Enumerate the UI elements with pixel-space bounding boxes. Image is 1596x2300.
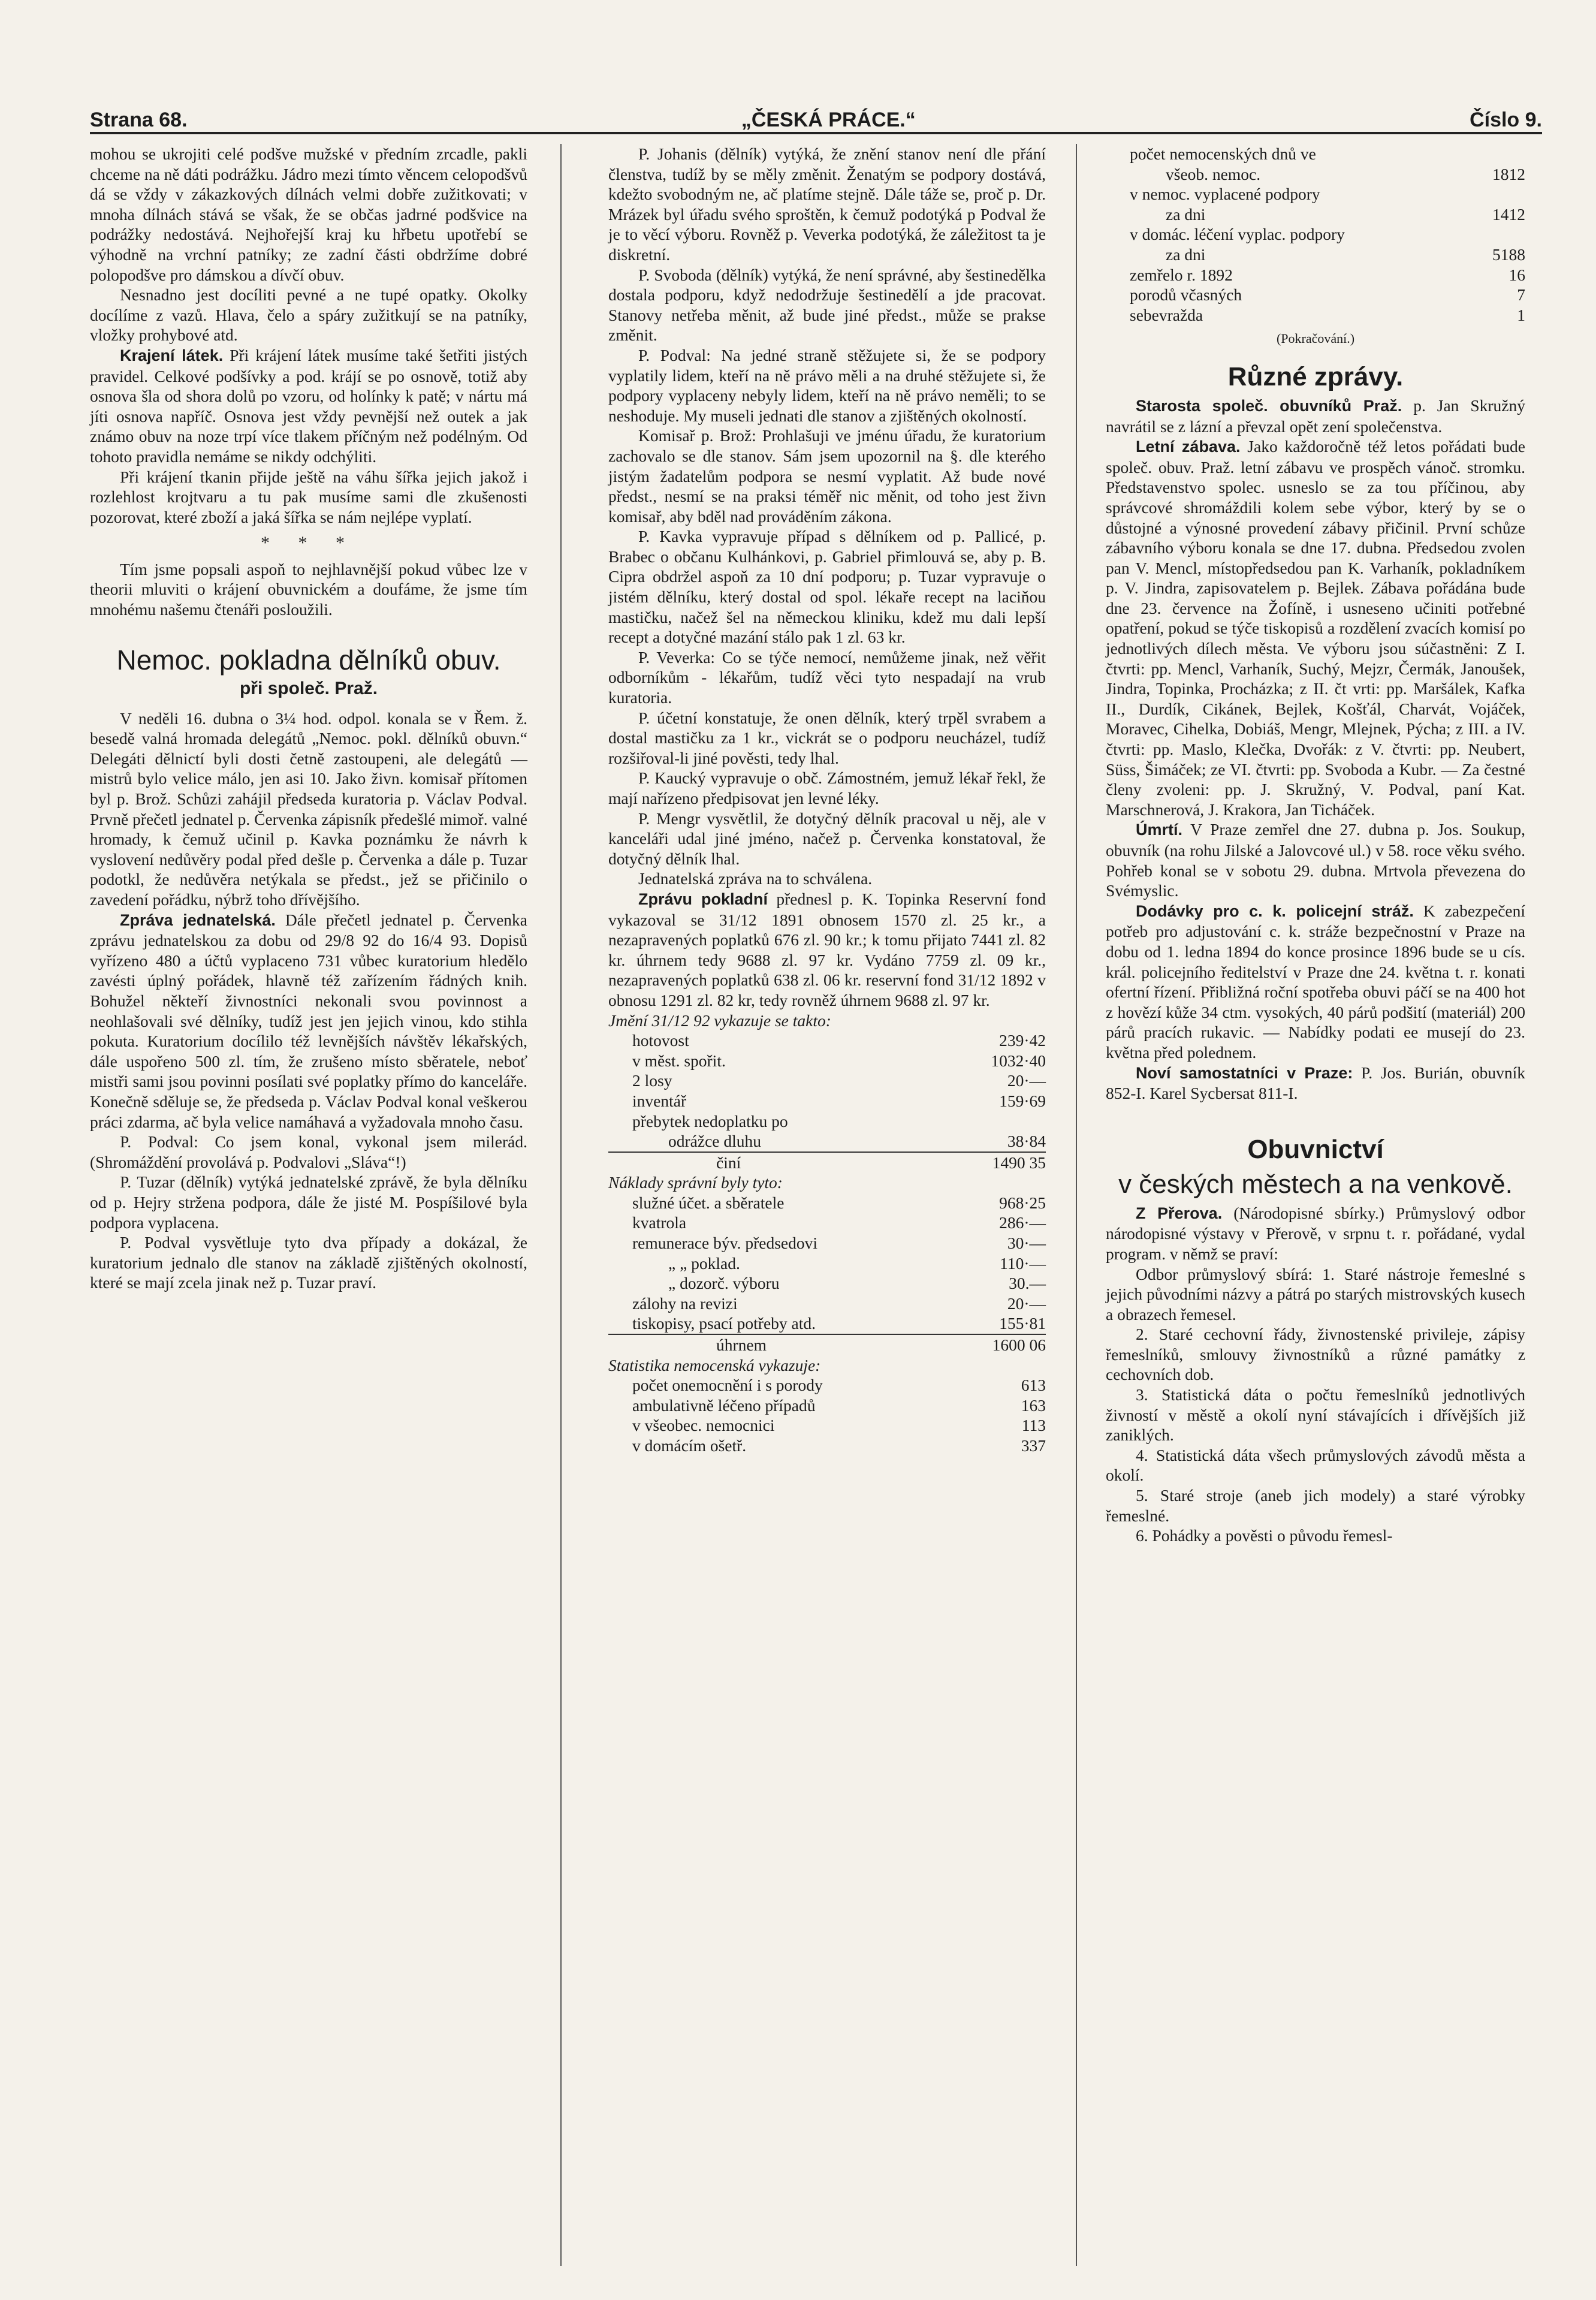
paragraph: P. Kavka vypravuje případ s dělníkem od p. Pallicé, p. Brabec o občanu Kulhánkovi, p. Gabriel přimlouvá se, aby p. B. Cipra obdržel aspoň za 10 dní podporu; p. Tuzar vypravuje o jistém dělníku, který dostal od spol. lékaře recept na laciňou mastičku, načež šel na německou kliniku, kdež mu dali lepší recept a dotyčné mazání stálo pak 1 zl. 63 kr. <box>608 527 1046 647</box>
paragraph: Zpráva jednatelská. Dále přečetl jednatel p. Červenka zprávu jednatelskou za dobu od 29/8 92 do 16/4 93. Dopisů vyřízeno 480 a účtů vyplaceno 731 vůbec kuratorium hledělo zavésti úplný pořádek, hlavně též zařízením řádných knih. Bohužel někteří živnostníci nekonali svou povinnost a neohlašovali své dělníky, tudíž jest jen jejich vinou, kdo stihla pokuta. Kuratorium docílilo též levnějších návštěv lékařských, dále uspořeno 500 zl. tím, že zrušeno místo sběratele, neboť mistři sami jsou povinni posílati své poplatky přímo do kanceláře. Konečně sděluje se, že předseda p. Václav Podval konal veškerou práci zdarma, ač byla velice namáhavá a vyžadovala mnoho času. <box>90 910 528 1131</box>
paragraph: Krajení látek. Při krájení látek musíme také šetřiti jistých pravidel. Celkové podšívky a pod. krájí se po osnově, totiž aby osnova šla od shora dolů po vzoru, od holínky k patě; v nártu má jíti osnova napříč. Osnova jest vždy pevnější než outek a jak známo obuv na noze trpí více tlakem příčným než podélným. Od tohoto pravidla nemáme se nikdy odchýliti. <box>90 345 527 466</box>
column-2 <box>608 144 1046 1456</box>
page-number: Strana 68. <box>90 108 188 131</box>
list-item: zemřelo r. 1892 16 <box>1130 265 1525 284</box>
program-item: 3. Statistická dáta o počtu řemeslníků jednotlivých živností v městě a okolí nyní stávajících i dřívějších již zaniklých. <box>1106 1385 1525 1445</box>
list-item: počet onemocnění i s porody 613 <box>632 1376 1046 1395</box>
news-heading: Z Přerova. <box>1136 1204 1223 1222</box>
page-header <box>90 90 1542 132</box>
list-item: zálohy na revizi 20·— <box>632 1294 1046 1313</box>
paragraph: P. Svoboda (dělník) vytýká, že není správné, aby šestinedělka dostala podporu, když nedodržuje šestinedělí a jde pracovat. Stanovy netřeba měnit, až bude jiné předst., může se prakse změnit. <box>608 265 1046 345</box>
list-sum: činí 1490 35 <box>608 1151 1046 1173</box>
continued-note: (Pokračování.) <box>1276 331 1355 346</box>
news-item: Dodávky pro c. k. policejní stráž. K zabezpečení potřeb pro adjustování c. k. stráže bezpečnostní v Praze na dobu od 1. ledna 1894 do konce prosince 1896 bude se u cís. král. policejního ředitelství v Praze dne 24. května t. r. konati ofertní řízení. Přibližná roční spotřeba obuvi páčí se na 400 hot z hovězí kůže 34 ctm. vysokých, 40 párů podšití (materiál) 200 párů pracích rukavic. — Nabídky podati ee musejí do 23. května před polednem. <box>1106 901 1525 1062</box>
list-item: kvatrola 286·— <box>632 1213 1046 1232</box>
section-title-ruzne: Různé zprávy. <box>1227 361 1404 391</box>
news-item: Úmrtí. V Praze zemřel dne 27. dubna p. Jos. Soukup, obuvník (na rohu Jilské a Jalovcové ul.) v 58. roce věku svého. Pohřeb konal se v sobotu 29. dubna. Mrtvola převezena do Svémyslic. <box>1106 820 1525 900</box>
program-item: Odbor průmyslový sbírá: 1. Staré nástroje řemeslné s jejich původními názvy a pátrá po starých mistrovských kusech a obrazech řemesel. <box>1106 1264 1525 1324</box>
header-rule <box>90 132 1542 134</box>
column-1 <box>90 144 527 1293</box>
program-item: 2. Staré cechovní řády, živnostenské privileje, zápisy řemeslníků, smlouvy živnostníků a různé památky z cechovních dob. <box>1106 1325 1525 1384</box>
separator-stars: * * * <box>261 533 357 553</box>
list-item: v měst. spořit. 1032·40 <box>632 1051 1046 1070</box>
paragraph: P. Podval: Na jedné straně stěžujete si, že se podpory vyplatily lidem, kteří na ně právo měli a na druhé stěžujete si, že podpory vyplaceny nebyly lidem, kteří na ně právo neměli; to se neshoduje. My museli jednati dle stanov a zjištěných okolností. <box>608 345 1046 425</box>
program-item: 5. Staré stroje (aneb jich modely) a staré výrobky řemeslné. <box>1106 1486 1525 1525</box>
statistika-list <box>608 1355 1046 1456</box>
paragraph: P. Veverka: Co se týče nemocí, nemůžeme jinak, než věřit odborníkům - lékařům, tudíž věci tyto nespadají na vrub kuratoria. <box>608 647 1046 707</box>
paragraph: P. Mengr vysvětlil, že dotyčný dělník pracoval u něj, ale v kanceláři udal jiné jméno, načež p. Červenka konstatoval, že dotyčný dělník lhal. <box>608 809 1046 868</box>
column-divider-1 <box>560 144 562 2266</box>
paragraph: P. Podval: Co jsem konal, vykonal jsem milerád. (Shromáždění provolává p. Podvalovi „Sláva“!) <box>90 1132 527 1171</box>
news-item: Starosta společ. obuvníků Praž. p. Jan Skružný navrátil se z lázní a převzal opět zení společenstva. <box>1106 396 1525 436</box>
column-divider-2 <box>1076 144 1077 2266</box>
paragraph: Při krájení tkanin přijde ještě na váhu šířka jejich jakož i rozlehlost krojtvaru a tu pak musíme sami dle zkušenosti pozorovat, které zboží a jaká šířka se nám nejlépe vyplatí. <box>90 467 527 526</box>
list-item: služné účet. a sběratele 968·25 <box>632 1193 1046 1212</box>
program-item: 4. Statistická dáta všech průmyslových závodů města a okolí. <box>1106 1445 1525 1485</box>
news-item: Z Přerova. (Národopisné sbírky.) Průmyslový odbor národopisné výstavy v Přerově, v srpnu t. r. pořádané, vydal program. v němž se praví: <box>1106 1203 1525 1263</box>
paragraph: P. účetní konstatuje, že onen dělník, který trpěl svrabem a dostal mastičku za 1 kr., vickrát se o podporu neucházel, tudíž rozšiřoval-li jiné pověsti, tedy lhal. <box>608 708 1046 767</box>
list-sum: úhrnem 1600 06 <box>608 1334 1046 1355</box>
list-item: tiskopisy, psací potřeby atd. 155·81 <box>632 1314 1046 1333</box>
paragraph: P. Tuzar (dělník) vytýká jednatelské zprávě, že byla dělníku od p. Hejry stržena podpora, dále že jisté M. Pospíšilové byla podpora vyplacena. <box>90 1172 527 1232</box>
section-heading-krajeni: Krajení látek. <box>120 346 224 364</box>
list-title: Statistika nemocenská vykazuje: <box>608 1355 821 1374</box>
list-item: porodů včasných 7 <box>1130 285 1525 305</box>
column-3 <box>1106 144 1525 1546</box>
news-heading: Letní zábava. <box>1136 438 1241 456</box>
list-item: v nemoc. vyplacené podpory <box>1130 185 1320 204</box>
paragraph: Komisař p. Brož: Prohlašuji ve jménu úřadu, že kuratorium zachovalo se dle stanov. Sám jsem upozornil na §. dle kterého jistým žadatelům podpora se nesmí vyplatit. Až bude nové předst., nesmí se na praksi téměř nic měnit, od toho jest živn komisař, aby bděl nad prováděním zákona. <box>608 426 1046 526</box>
section-heading-pokladni: Zprávu pokladní <box>638 890 768 908</box>
list-item: v domácím ošetř. 337 <box>632 1436 1046 1455</box>
paragraph: Zprávu pokladní přednesl p. K. Topinka Reservní fond vykazoval se 31/12 1891 obnosem 1570 zl. 25 kr., a nezapravených poplatků 676 zl. 90 kr.; k tomu přijato 7441 zl. 82 kr. úhrnem tedy 9688 zl. 97 kr. Vydáno 7759 zl. 09 kr., nezapravených poplatků 638 zl. 06 kr. reservní fond 31/12 1892 v obnosu 1291 zl. 82 kr, tedy rovněž úhrnem 9688 zl. 97 kr. <box>608 889 1046 1009</box>
paragraph: P. Podval vysvětluje tyto dva případy a dokázal, že kuratorium jednalo dle stanov na základě zjištěných okolností, které se mají zcela jinak než p. Tuzar praví. <box>90 1233 527 1292</box>
newspaper-title: „ČESKÁ PRÁCE.“ <box>741 108 916 131</box>
list-title: Náklady správní byly tyto: <box>608 1173 783 1192</box>
list-item: 2 losy 20·— <box>632 1071 1046 1090</box>
news-item: Letní zábava. Jako každoročně též letos pořádati bude společ. obuv. Praž. letní zábavu ve prospěch vánoč. stromku. Představenstvo spolec. usneslo se za tou příčinou, aby správcové shromáždili kolem sebe výbor, který by se o důstojné a výnosné provedení zábavy přičinil. První schůze zábavního výboru konala se dne 17. dubna. Předsedou zvolen pan V. Mencl, místopředsedou pan K. Varhaník, pokladníkem p. V. Jindra, zapisovatelem p. Bejlek. Zábava pořádána bude dne 23. července na Žofíně, i usneseno učiniti potřebné opatření, pokud se týče tiskopisů a rozdělení zvacích komisí po jednotlivých dílech města. Ve výboru jsou súčastněni: Z I. čtvrti: pp. Mencl, Varhaník, Suchý, Mejzr, Čermák, Janoušek, Jindra, Topinka, Procházka; z II. čt vrti: pp. Maršálek, Kafka II., Durdík, Cikánek, Bejlek, Košťál, Charvát, Vojáček, Moravec, Cihelka, Dobiáš, Mengr, Mlejnek, Pýcha; z III. a IV. čtvrti: pp. Maslo, Klečka, Dvořák: z V. čtvrti: pp. Neubert, Süss, Šimáček; ze VI. čtvrti: pp. Svoboda a Kubr. — Za čestné členy zvoleni: pp. J. Skružný, V. Podval, paní Kat. Marschnerová, J. Krakora, Jan Ticháček. <box>1106 437 1525 819</box>
list-title: Jmění 31/12 92 vykazuje se takto: <box>608 1011 831 1030</box>
program-item: 6. Pohádky a pověsti o původu řemesl- <box>1136 1526 1393 1545</box>
list-item: remunerace býv. předsedovi 30·— <box>632 1234 1046 1253</box>
paragraph: Jednatelská zpráva na to schválena. <box>638 869 873 888</box>
paragraph: P. Johanis (dělník) vytýká, že znění stanov není dle přání členstva, tudíž by se měly změnit. Ženatým se podpory dostává, kdežto svobodným ne, ač platíme stejně. Dále táže se, proč p. Dr. Mrázek byl úřadu svého sproštěn, k čemuž podotýká p Podval že je to věcí výboru. Rovněž p. Veverka podotýká, že záležitost ta je diskretní. <box>608 144 1046 264</box>
news-heading: Úmrtí. <box>1136 821 1183 839</box>
paragraph: V neděli 16. dubna o 3¼ hod. odpol. konala se v Řem. ž. besedě valná hromada delegátů „Nemoc. pokl. dělníků obuvn.“ Delegáti dělnictí byli dosti četně zastoupeni, ale delegátů — mistrů bylo velice málo, jen asi 10. Jako živn. komisař přítomen byl p. Brož. Schůzi zahájil předseda kuratoria p. Václav Podval. Prvně přečetl jednatel p. Červenka zápisník předešlé mimoř. valné hromady, k čemuž učinil p. Kavka poznámku že návrh k vyslovení nedůvěry podal před dešle p. Červenka a dále p. Tuzar podotkl, že nedůvěra netýkala se předst., jež se přičinilo o zavedení pořádku, nýbrž toho dřívějšího. <box>90 709 528 909</box>
list-item: v všeobec. nemocnici 113 <box>632 1416 1046 1435</box>
article-subtitle: při společ. Praž. <box>239 678 378 698</box>
list-title: počet nemocenských dnů ve <box>1130 144 1316 163</box>
paragraph: Tím jsme popsali aspoň to nejhlavnější pokud vůbec lze v theorii mluviti o krájení obuvnickém a doufáme, že jsme tím mnohému našemu čtenáři posloužili. <box>90 559 527 619</box>
list-item: inventář 159·69 <box>632 1091 1046 1110</box>
paragraph: P. Kaucký vypravuje o obč. Zámostném, jemuž lékař řekl, že mají nařízeno předpisovat jen levné léky. <box>608 768 1046 807</box>
dny-list <box>1106 144 1525 325</box>
list-item: ambulativně léčeno případů 163 <box>632 1395 1046 1415</box>
list-item: za dni 5188 <box>1166 245 1525 264</box>
naklady-list <box>608 1172 1046 1355</box>
list-item: za dni 1412 <box>1166 204 1525 224</box>
list-item: hotovost 239·42 <box>632 1031 1046 1050</box>
section-title-obuvnictvi: Obuvnictví <box>1247 1134 1384 1164</box>
list-item: přebytek nedoplatku po <box>632 1111 788 1131</box>
section-heading-jednatelska: Zpráva jednatelská. <box>120 911 276 929</box>
article-title: Nemoc. pokladna dělníků obuv. <box>116 644 501 676</box>
list-item: sebevražda 1 <box>1130 305 1525 324</box>
paragraph: Nesnadno jest docíliti pevné a ne tupé opatky. Okolky docílíme z vazů. Hlava, čelo a spáry zužitkují se na patníky, vložky prohybové atd. <box>90 285 527 345</box>
paragraph: mohou se ukrojiti celé podšve mužské v předním zrcadle, pakli chceme na ně dáti podrážku. Jádro mezi tímto věncem celopodšvů dá se vždy v zákazkových dílnách velmi dobře zužitkovati; v mnoha dílnách stává se však, že se občas jadrné podšvice na podrážky nedostává. Nejhořejší kraj ku hřbetu upotřebí se výhodně na vrchní patníky; ze zadní části obdržíme dobré polopodšve pro dámskou a dívčí obuv. <box>90 144 528 284</box>
section-subtitle-obuvnictvi: v českých městech a na venkově. <box>1118 1169 1513 1199</box>
list-item: v domác. léčení vyplac. podpory <box>1130 225 1345 244</box>
news-heading: Noví samostatníci v Praze: <box>1136 1063 1353 1082</box>
list-item: „ dozorč. výboru 30.— <box>668 1274 1046 1293</box>
issue-number: Číslo 9. <box>1470 108 1542 131</box>
list-item: všeob. nemoc. 1812 <box>1166 164 1525 183</box>
news-heading: Dodávky pro c. k. policejní stráž. <box>1136 902 1414 920</box>
news-heading: Starosta společ. obuvníků Praž. <box>1136 396 1402 415</box>
jmeni-list <box>608 1011 1046 1173</box>
list-item: „ „ poklad. 110·— <box>668 1253 1046 1273</box>
list-item: odrážce dluhu 38·84 <box>668 1132 1046 1151</box>
news-item: Noví samostatníci v Praze: P. Jos. Burián, obuvník 852-I. Karel Sycbersat 811-I. <box>1106 1063 1525 1103</box>
